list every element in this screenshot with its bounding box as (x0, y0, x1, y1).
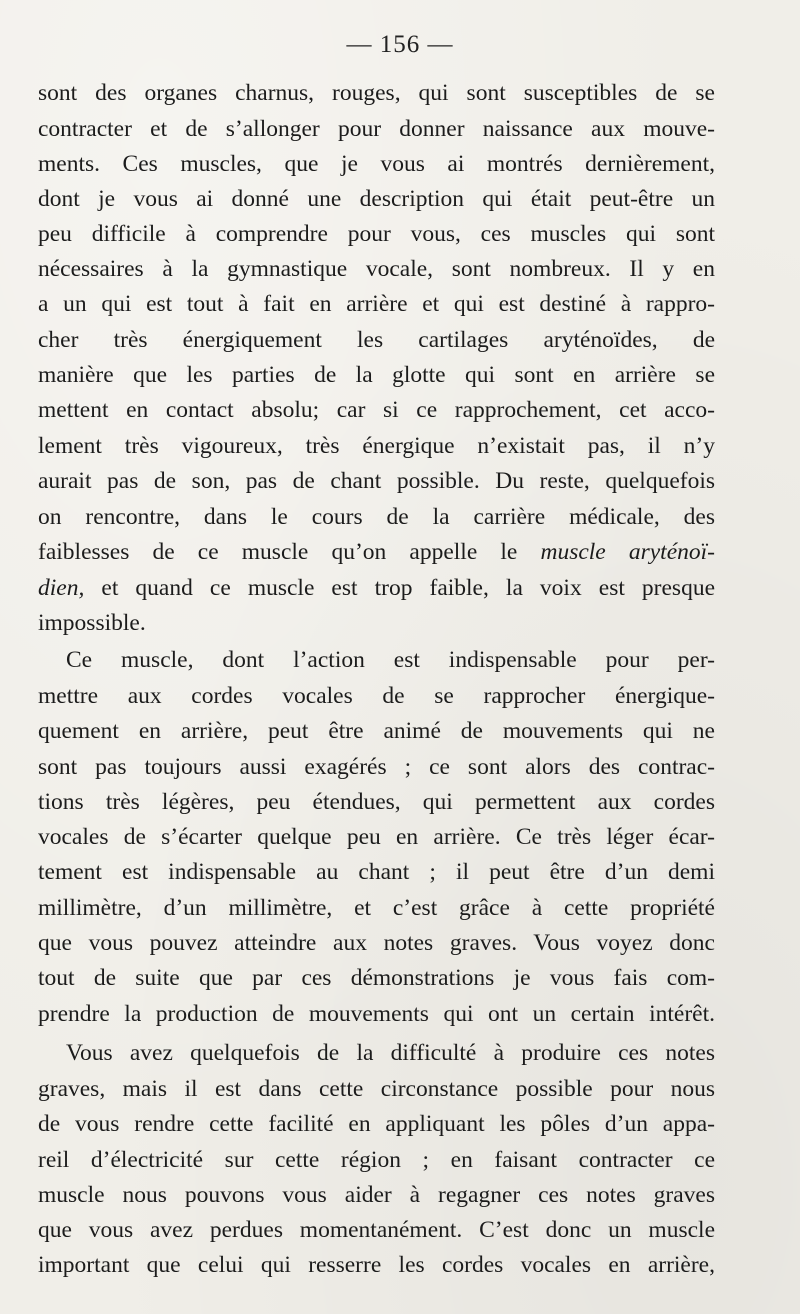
text-line: que vous pouvez atteindre aux notes graves. Vous voyez donc (38, 930, 715, 956)
text-line (38, 573, 715, 605)
text-line: sont des organes charnus, rouges, qui sont susceptibles de se (38, 80, 715, 106)
text-line: millimètre, d’un millimètre, et c’est grâce à cette propriété (38, 895, 715, 921)
text-line: de vous rendre cette facilité en appliquant les pôles d’un appa- (38, 1111, 715, 1137)
text-line: que vous avez perdues momentanément. C’est donc un muscle (38, 1217, 715, 1243)
text-line: on rencontre, dans le cours de la carrière médicale, des (38, 504, 715, 530)
text-line: graves, mais il est dans cette circonstance possible pour nous (38, 1076, 715, 1102)
italic-term: dien, (38, 575, 85, 601)
text-line: ments. Ces muscles, que je vous ai montrés dernièrement, (38, 151, 715, 177)
text-line: tement est indispensable au chant ; il peut être d’un demi (38, 859, 715, 885)
text-line: cher très énergiquement les cartilages aryténoïdes, de (38, 327, 715, 353)
text-line: important que celui qui resserre les cordes vocales en arrière, (38, 1252, 715, 1278)
text-line: impossible. (38, 610, 146, 636)
text-line: lement très vigoureux, très énergique n’existait pas, il n’y (38, 433, 715, 459)
text-line: sont pas toujours aussi exagérés ; ce sont alors des contrac- (38, 754, 715, 780)
text-span: et quand ce muscle est trop faible, la voix est presque (101, 575, 715, 601)
text-line: mettent en contact absolu; car si ce rapprochement, cet acco- (38, 397, 715, 423)
text-line: nécessaires à la gymnastique vocale, sont nombreux. Il y en (38, 256, 715, 282)
text-line: aurait pas de son, pas de chant possible. Du reste, quelquefois (38, 468, 715, 494)
text-line: muscle nous pouvons vous aider à regagner ces notes graves (38, 1182, 715, 1208)
text-line: manière que les parties de la glotte qui sont en arrière se (38, 362, 715, 388)
page-number: — 156 — (346, 31, 454, 58)
text-line: quement en arrière, peut être animé de mouvements qui ne (38, 718, 715, 744)
italic-term: muscle aryténoï- (540, 539, 715, 565)
text-line: peu difficile à comprendre pour vous, ces muscles qui sont (38, 221, 715, 247)
text-line (38, 537, 715, 569)
text-line: tions très légères, peu étendues, qui permettent aux cordes (38, 789, 715, 815)
text-line: a un qui est tout à fait en arrière et qui est destiné à rappro- (38, 291, 715, 317)
text-line: vocales de s’écarter quelque peu en arrière. Ce très léger écar- (38, 824, 715, 850)
text-line: dont je vous ai donné une description qui était peut-être un (38, 186, 715, 212)
text-line: reil d’électricité sur cette région ; en faisant contracter ce (38, 1147, 715, 1173)
text-line: mettre aux cordes vocales de se rapprocher énergique- (38, 683, 715, 709)
text-line: tout de suite que par ces démonstrations je vous fais com- (38, 965, 715, 991)
text-line: Ce muscle, dont l’action est indispensable pour per- (66, 647, 715, 673)
text-line: prendre la production de mouvements qui ont un certain intérêt. (38, 1001, 715, 1027)
text-line: Vous avez quelquefois de la difficulté à produire ces notes (66, 1040, 715, 1066)
text-span: faiblesses de ce muscle qu’on appelle le (38, 539, 518, 565)
text-line: contracter et de s’allonger pour donner naissance aux mouve- (38, 116, 715, 142)
